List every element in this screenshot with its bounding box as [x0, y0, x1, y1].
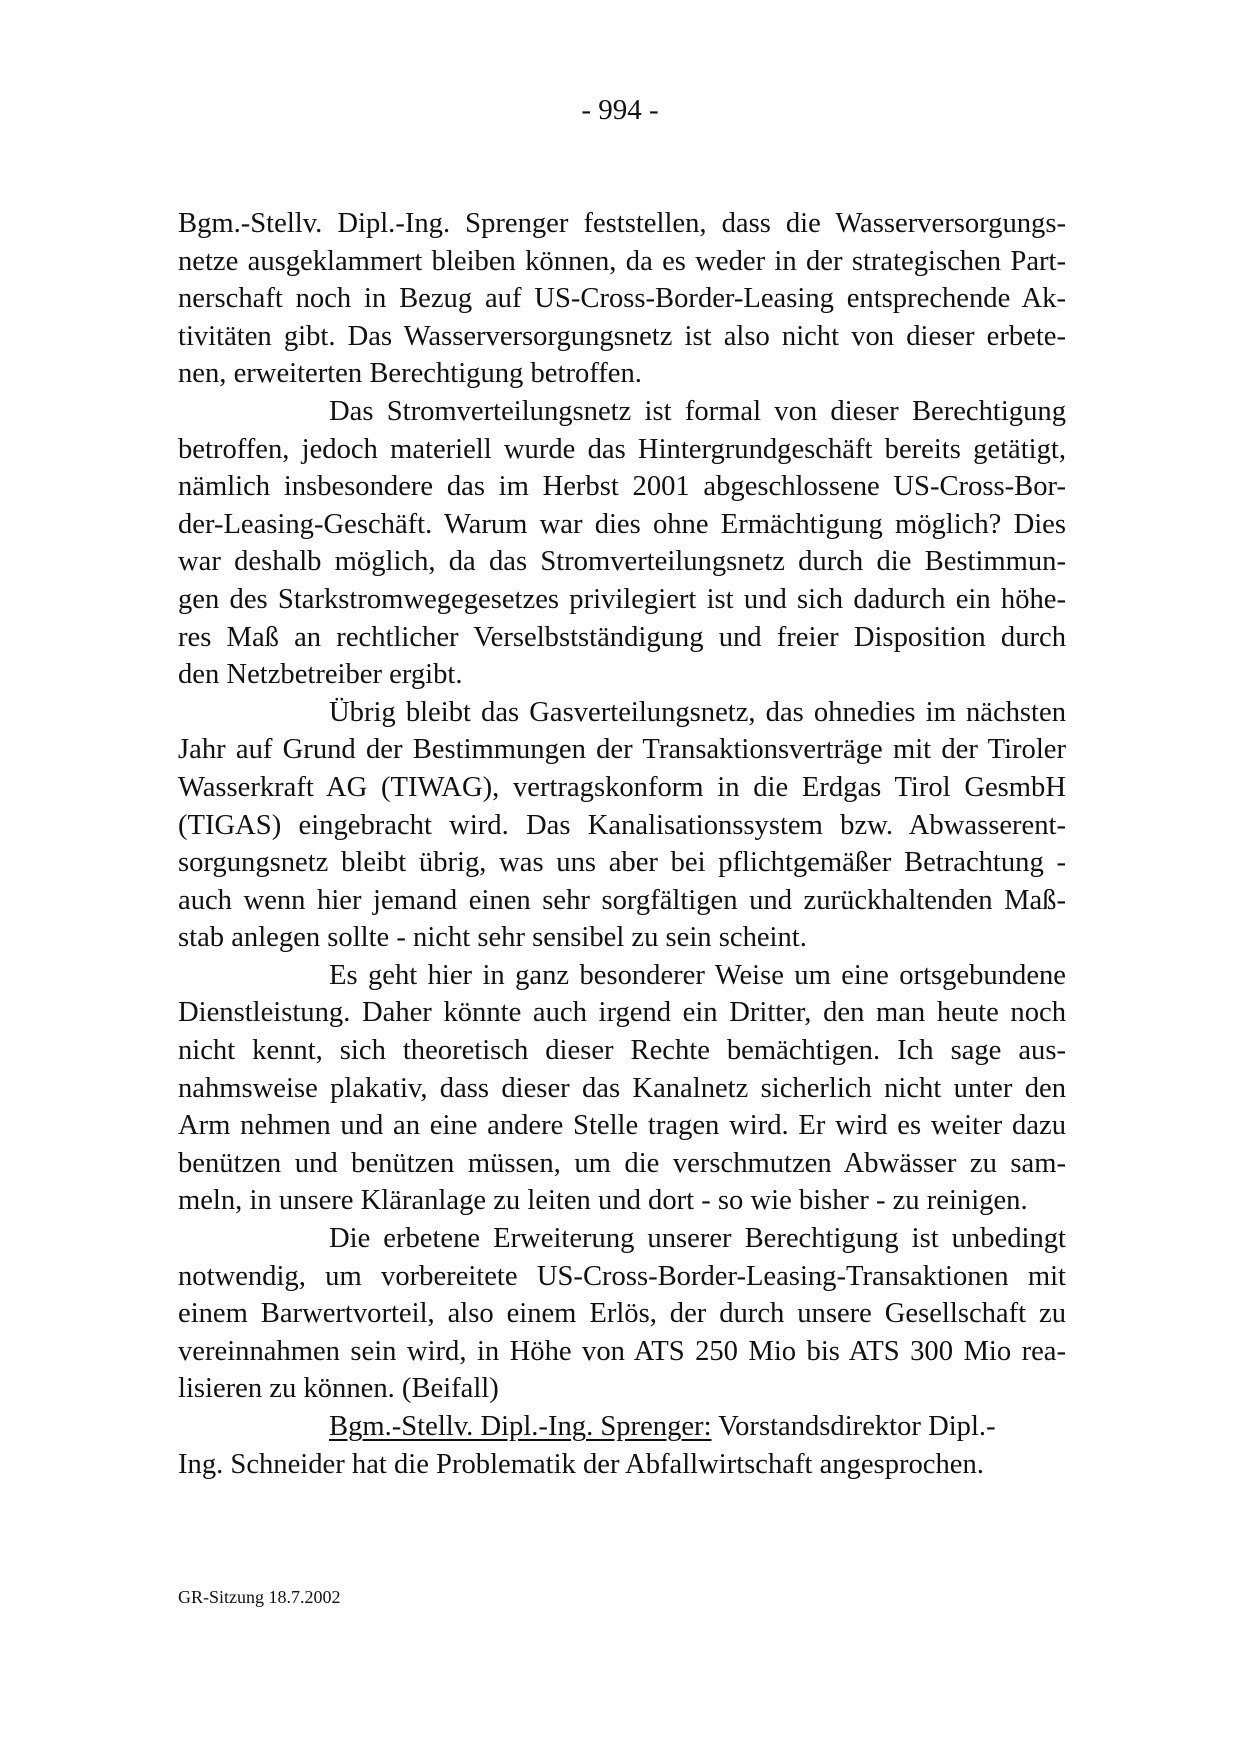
text-line: Arm nehmen und an eine andere Stelle tragen wird. Er wird es weiter dazu — [178, 1110, 1066, 1142]
text-line: benützen und benützen müssen, um die verschmutzen Abwässer zu sam- — [178, 1147, 1066, 1179]
text-line: nämlich insbesondere das im Herbst 2001 abgeschlossene US-Cross-Bor- — [178, 471, 1066, 503]
text-line: nerschaft noch in Bezug auf US-Cross-Border-Leasing entsprechende Ak- — [178, 283, 1066, 315]
text-line: nen, erweiterten Berechtigung betroffen. — [178, 358, 642, 390]
text-line: tivitäten gibt. Das Wasserversorgungsnetz ist also nicht von dieser erbete- — [178, 320, 1066, 352]
paragraph-2 — [178, 393, 1066, 694]
text-line: Dienstleistung. Daher könnte auch irgend ein Dritter, den man heute noch — [178, 997, 1066, 1029]
text-line: Das Stromverteilungsnetz ist formal von dieser Berechtigung — [329, 395, 1066, 427]
text-line: war deshalb möglich, da das Stromverteilungsnetz durch die Bestimmun- — [178, 546, 1066, 578]
speaker-paragraph — [178, 1408, 1066, 1483]
text-line: Wasserkraft AG (TIWAG), vertragskonform in die Erdgas Tirol GesmbH — [178, 771, 1066, 803]
text-line: betroffen, jedoch materiell wurde das Hintergrundgeschäft bereits getätigt, — [178, 433, 1066, 465]
paragraph-1 — [178, 205, 1066, 393]
text-line: Übrig bleibt das Gasverteilungsnetz, das ohnedies im nächsten — [329, 696, 1066, 728]
paragraph-3 — [178, 694, 1066, 957]
text-line: meln, in unsere Kläranlage zu leiten und dort - so wie bisher - zu reinigen. — [178, 1185, 1028, 1217]
text-line: Bgm.-Stellv. Dipl.-Ing. Sprenger feststellen, dass die Wasserversorgungs- — [178, 208, 1066, 239]
text-line: (TIGAS) eingebracht wird. Das Kanalisationssystem bzw. Abwasserent- — [178, 809, 1066, 841]
text-line: notwendig, um vorbereitete US-Cross-Border-Leasing-Transaktionen mit — [178, 1260, 1066, 1292]
speaker-name: Bgm.-Stellv. Dipl.-Ing. Sprenger: — [329, 1411, 712, 1442]
text-line: sorgungsnetz bleibt übrig, was uns aber bei pflichtgemäßer Betrachtung - — [178, 847, 1066, 879]
text-line: res Maß an rechtlicher Verselbstständigung und freier Disposition durch — [178, 621, 1066, 653]
text-line: Jahr auf Grund der Bestimmungen der Transaktionsverträge mit der Tiroler — [178, 734, 1066, 766]
paragraph-4 — [178, 957, 1066, 1220]
text-line: den Netzbetreiber ergibt. — [178, 659, 463, 691]
text-line — [178, 1408, 1066, 1446]
text-line: vereinnahmen sein wird, in Höhe von ATS 250 Mio bis ATS 300 Mio rea- — [178, 1335, 1066, 1367]
text-line: Die erbetene Erweiterung unserer Berechtigung ist unbedingt — [329, 1223, 1066, 1255]
text-line: der-Leasing-Geschäft. Warum war dies ohne Ermächtigung möglich? Dies — [178, 508, 1066, 540]
text-line: gen des Starkstromwegegesetzes privilegiert ist und sich dadurch ein höhe- — [178, 583, 1066, 615]
speaker-line-rest: Vorstandsdirektor Dipl.- — [711, 1411, 996, 1442]
text-line: Ing. Schneider hat die Problematik der Abfallwirtschaft angesprochen. — [178, 1448, 984, 1480]
footer-session-date: GR-Sitzung 18.7.2002 — [178, 1587, 341, 1607]
text-line: einem Barwertvorteil, also einem Erlös, der durch unsere Gesellschaft zu — [178, 1298, 1066, 1330]
page-number: - 994 - — [581, 94, 659, 126]
text-line: Es geht hier in ganz besonderer Weise um eine ortsgebundene — [329, 959, 1066, 991]
paragraph-5 — [178, 1220, 1066, 1408]
body-text — [178, 205, 1066, 1483]
text-line: netze ausgeklammert bleiben können, da es weder in der strategischen Part- — [178, 245, 1066, 277]
text-line: nicht kennt, sich theoretisch dieser Rechte bemächtigen. Ich sage aus- — [178, 1035, 1066, 1067]
text-line: lisieren zu können. (Beifall) — [178, 1373, 499, 1405]
text-line: stab anlegen sollte - nicht sehr sensibel zu sein scheint. — [178, 922, 807, 954]
text-line: nahmsweise plakativ, dass dieser das Kanalnetz sicherlich nicht unter den — [178, 1072, 1066, 1104]
text-line: auch wenn hier jemand einen sehr sorgfältigen und zurückhaltenden Maß- — [178, 884, 1066, 916]
